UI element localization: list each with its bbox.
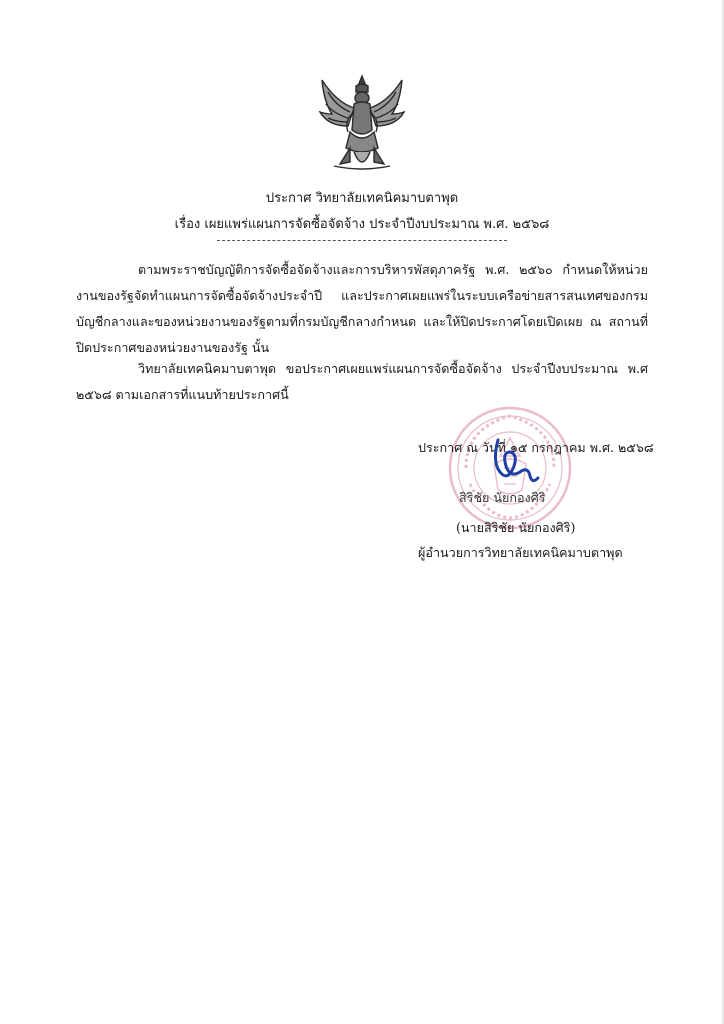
body-paragraph-1: ตามพระราชบัญญัติการจัดซื้อจัดจ้างและการบริหารพัสดุภาครัฐ พ.ศ. ๒๕๖๐ กำหนดให้หน่วยงานของรัฐจัดทำแผนการจัดซื้อจัดจ้างประจำปี และประกาศเผยแพร่ในระบบเครือข่ายสารสนเทศของกรมบัญชีกลางและของหน่วยงานของรัฐตามที่กรมบัญชีกลางกำหนด และให้ปิดประกาศโดยเปิดเผย ณ สถานที่ปิดประกาศของหน่วยงานของรัฐ นั้น — [76, 262, 648, 355]
announcement-date: ประกาศ ณ วันที่ ๑๕ กรกฎาคม พ.ศ. ๒๕๖๘ — [418, 440, 654, 455]
signatory-full-name: (นายสิริชัย นัยกองศิริ) — [456, 520, 576, 535]
body-paragraph-2: วิทยาลัยเทคนิคมาบตาพุด ขอประกาศเผยแพร่แผนการจัดซื้อจัดจ้าง ประจำปีงบประมาณ พ.ศ ๒๕๖๘ ตามเอกสารที่แนบท้ายประกาศนี้ — [76, 361, 648, 402]
title-separator — [217, 240, 507, 241]
signatory-position: ผู้อำนวยการวิทยาลัยเทคนิคมาบตาพุด — [418, 545, 623, 560]
announcement-title: ประกาศ วิทยาลัยเทคนิคมาบตาพุด — [265, 191, 459, 206]
announcement-subject: เรื่อง เผยแพร่แผนการจัดซื้อจัดจ้าง ประจำปีงบประมาณ พ.ศ. ๒๕๖๘ — [174, 217, 550, 232]
garuda-emblem-icon — [314, 72, 410, 174]
signature-name: สิริชัย นัยกองศิริ — [459, 490, 546, 505]
handwritten-signature — [484, 432, 544, 488]
